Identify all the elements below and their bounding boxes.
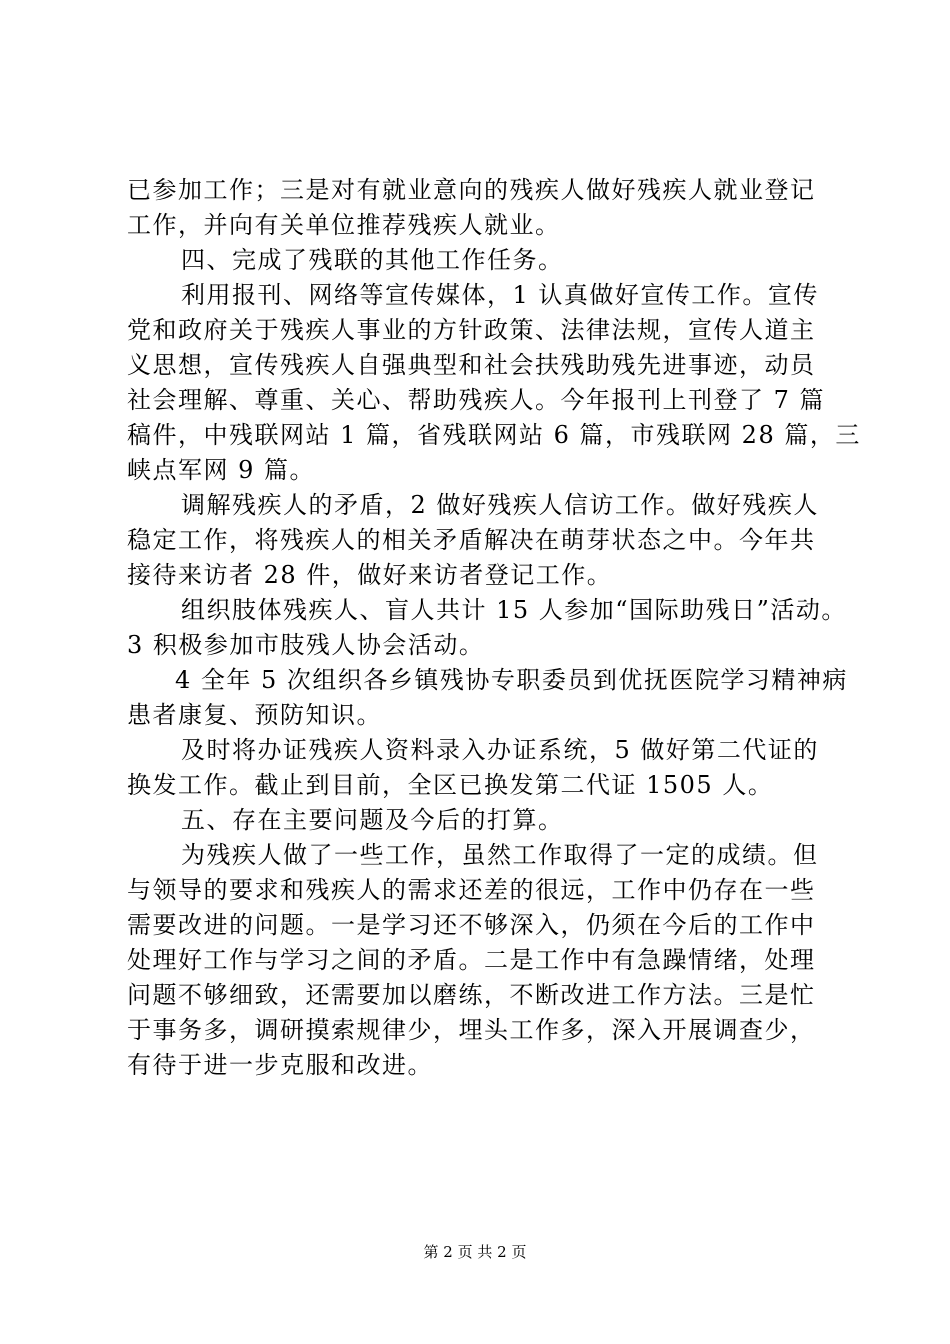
- text-line: 处理好工作与学习之间的矛盾。二是工作中有急躁情绪，处理: [127, 946, 816, 974]
- text-line: 于事务多，调研摸索规律少，埋头工作多，深入开展调查少，: [127, 1016, 816, 1044]
- text-line: 换发工作。截止到目前，全区已换发第二代证 1505 人。: [127, 771, 774, 799]
- text-line: 需要改进的问题。一是学习还不够深入，仍须在今后的工作中: [127, 911, 816, 939]
- text-line: 峡点军网 9 篇。: [127, 456, 316, 484]
- page-footer: 第 2 页 共 2 页: [423, 1243, 527, 1261]
- text-line: 问题不够细致，还需要加以磨练，不断改进工作方法。三是忙: [127, 981, 816, 1009]
- text-line: 有待于进一步克服和改进。: [127, 1051, 433, 1079]
- text-line: 党和政府关于残疾人事业的方针政策、法律法规，宣传人道主: [127, 316, 816, 344]
- text-line: 与领导的要求和残疾人的需求还差的很远，工作中仍存在一些: [127, 876, 816, 904]
- text-line: 稳定工作，将残疾人的相关矛盾解决在萌芽状态之中。今年共: [127, 526, 816, 554]
- text-line: 已参加工作；三是对有就业意向的残疾人做好残疾人就业登记: [127, 176, 816, 204]
- text-line: 利用报刊、网络等宣传媒体，1 认真做好宣传工作。宣传: [181, 281, 819, 309]
- text-line: 工作，并向有关单位推荐残疾人就业。: [127, 211, 561, 239]
- body-text: [127, 173, 861, 1083]
- text-line: 调解残疾人的矛盾，2 做好残疾人信访工作。做好残疾人: [181, 491, 819, 519]
- text-line: 义思想，宣传残疾人自强典型和社会扶残助残先进事迹，动员: [127, 351, 816, 379]
- text-line: 及时将办证残疾人资料录入办证系统，5 做好第二代证的: [181, 736, 819, 764]
- text-line: 接待来访者 28 件，做好来访者登记工作。: [127, 561, 613, 589]
- text-line: 为残疾人做了一些工作，虽然工作取得了一定的成绩。但: [181, 841, 819, 869]
- text-line: 稿件，中残联网站 1 篇，省残联网站 6 篇，市残联网 28 篇，三: [127, 421, 861, 449]
- text-line: 3 积极参加市肢残人协会活动。: [127, 631, 485, 659]
- text-line: 社会理解、尊重、关心、帮助残疾人。今年报刊上刊登了 7 篇: [127, 386, 826, 414]
- text-line: 组织肢体残疾人、盲人共计 15 人参加“国际助残日”活动。: [181, 596, 847, 624]
- section-heading: 五、存在主要问题及今后的打算。: [181, 806, 564, 834]
- text-line: 患者康复、预防知识。: [127, 701, 382, 729]
- section-heading: 四、完成了残联的其他工作任务。: [181, 246, 564, 274]
- text-line: 4 全年 5 次组织各乡镇残协专职委员到优抚医院学习精神病: [175, 666, 848, 694]
